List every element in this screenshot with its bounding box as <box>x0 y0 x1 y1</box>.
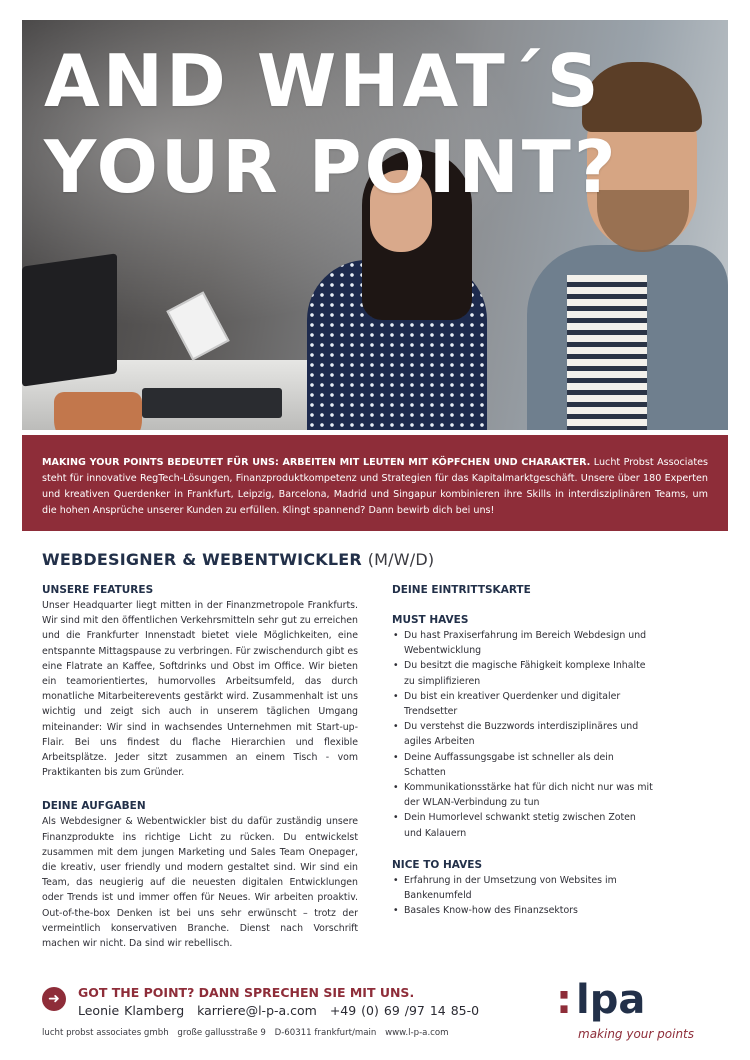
tasks-heading: DEINE AUFGABEN <box>42 800 146 813</box>
company-name: lucht probst associates gmbh <box>42 1028 169 1038</box>
intro-banner <box>22 435 728 531</box>
features-text: Unser Headquarter liegt mitten in der Finanzmetropole Frankfurts. Wir sind mit den öffentlichen Verkehrsmitteln sehr gut zu erreichen und die Frankfurter Innenstadt bietet viele Möglichkeiten, eine entspannte Mittagspause zu verbringen. Für zwischendurch gibt es eine Flatrate an Kaffee, Softdrinks und Obst im Office. Wir bieten ein teamorientiertes, humorvolles Arbeitsumfeld, das durch monatliche Mitarbeiterevents gestärkt wird. Zusammenhalt ist uns wichtig und zeigt sich auch in unserem täglichen Umgang miteinander: Wir sind in wachsendes Unternehmen mit Start-up-Flair. Bei uns findest du flache Hierarchien und flexible Arbeitsplätze. Jeder sitzt zusammen an einem Tisch - vom Praktikanten bis zum Gründer. <box>42 600 358 779</box>
list-item: • Du verstehst die Buzzwords interdisziplinäres und agiles Arbeiten <box>392 719 654 749</box>
job-title <box>42 550 434 569</box>
arrow-right-icon: ➜ <box>42 987 66 1011</box>
call-to-action: GOT THE POINT? DANN SPRECHEN SIE MIT UNS. <box>78 985 415 1000</box>
coffee-mug <box>54 392 142 430</box>
logo-text: lpa <box>576 977 646 1023</box>
job-title-suffix: (M/W/D) <box>367 550 435 569</box>
contact-email[interactable]: karriere@l-p-a.com <box>197 1003 317 1018</box>
must-haves-heading: MUST HAVES <box>392 614 469 626</box>
monitor <box>22 253 117 386</box>
right-column <box>392 582 692 918</box>
list-item: • Du bist ein kreativer Querdenker und digitaler Trendsetter <box>392 689 654 719</box>
headline <box>44 38 619 210</box>
lpa-logo <box>556 978 645 1022</box>
nice-to-haves-heading: NICE TO HAVES <box>392 858 483 871</box>
contact-name: Leonie Klamberg <box>78 1003 185 1018</box>
list-item: • Erfahrung in der Umsetzung von Websites im Bankenumfeld <box>392 873 654 903</box>
hero-photo <box>22 20 728 430</box>
address-line <box>42 1028 455 1038</box>
list-item: • Du besitzt die magische Fähigkeit komplexe Inhalte zu simplifizieren <box>392 658 654 688</box>
banner-lead: MAKING YOUR POINTS BEDEUTET FÜR UNS: ARBEITEN MIT LEUTEN MIT KÖPFCHEN UND CHARAKTER. <box>42 457 591 468</box>
headline-line-2: YOUR POINT? <box>44 125 619 209</box>
must-haves-list <box>392 628 692 841</box>
list-item: • Dein Humorlevel schwankt stetig zwischen Zoten und Kalauern <box>392 810 654 840</box>
list-item: • Kommunikationsstärke hat für dich nicht nur was mit der WLAN-Verbindung zu tun <box>392 780 654 810</box>
striped-shirt <box>567 275 647 430</box>
entry-heading: DEINE EINTRITTSKARTE <box>392 584 531 596</box>
list-item: • Du hast Praxiserfahrung im Bereich Webdesign und Webentwicklung <box>392 628 654 658</box>
logo-tagline: making your points <box>578 1027 695 1041</box>
contact-phone[interactable]: +49 (0) 69 /97 14 85-0 <box>329 1003 480 1018</box>
website-link[interactable]: www.l-p-a.com <box>385 1028 449 1038</box>
tablet <box>166 291 229 360</box>
banner-text: Lucht Probst Associates steht für innovative RegTech-Lösungen, Finanzproduktkompetenz und Strategien für das Kapitalmarktgeschäft. Unsere über 180 Experten und kreativen Querdenker in Frankfurt, Leipzig, Barcelona, Madrid und Singapur kombinieren ihre Skills in interdisziplinären Teams, um die hohen Ansprüche unserer Kunden zu erfüllen. Klingt spannend? Dann bewirb dich bei uns! <box>42 457 708 516</box>
job-title-text: WEBDESIGNER & WEBENTWICKLER <box>42 550 362 569</box>
left-column <box>42 582 358 951</box>
headline-line-1: AND WHAT´S <box>44 39 602 123</box>
street: große gallusstraße 9 <box>177 1028 266 1038</box>
city: D-60311 frankfurt/main <box>274 1028 377 1038</box>
laptop <box>142 388 282 418</box>
contact-line <box>78 1003 487 1018</box>
nice-to-haves-list <box>392 873 692 919</box>
list-item: • Basales Know-how des Finanzsektors <box>392 903 654 918</box>
tasks-text: Als Webdesigner & Webentwickler bist du dafür zuständig unsere Finanzprodukte ins richtige Licht zu rücken. Du entwickelst zusammen mit dem jungen Marketing und Sales Team Onepager, die kreativ, user friendly und modern gestaltet sind. Wir sind ein Team, das neugierig auf die neuesten digitalen Entwicklungen oder Trends ist und immer offen für Neues. Wir arbeiten proaktiv. Out-of-the-box Denken ist bei uns sehr erwünscht – trotz der vermeintlich konservativen Branche. Dienst nach Vorschrift machen wir nicht. Da sind wir rebellisch. <box>42 816 358 950</box>
logo-colon: : <box>556 977 572 1023</box>
list-item: • Deine Auffassungsgabe ist schneller als dein Schatten <box>392 750 654 780</box>
features-heading: UNSERE FEATURES <box>42 584 154 596</box>
